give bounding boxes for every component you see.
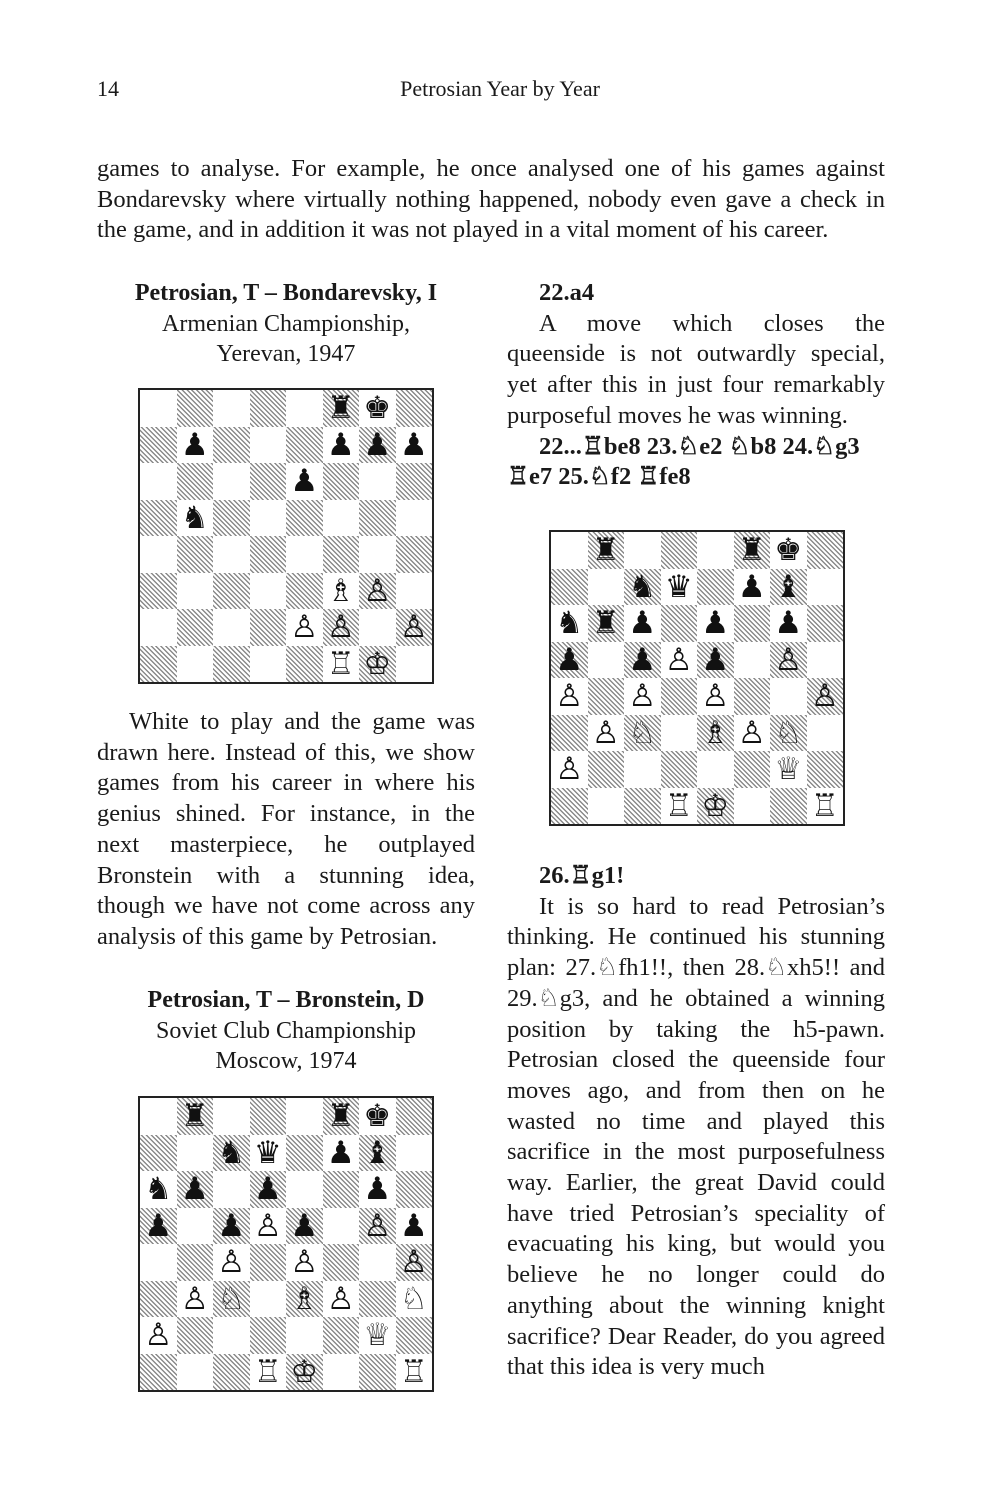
dark-square bbox=[213, 1354, 250, 1391]
dark-square bbox=[359, 500, 396, 537]
dark-square bbox=[551, 788, 588, 825]
dark-square bbox=[396, 1171, 433, 1208]
dark-square bbox=[140, 646, 177, 683]
light-square bbox=[140, 1098, 177, 1135]
dark-square bbox=[213, 646, 250, 683]
black-rook-icon: ♜ bbox=[591, 532, 620, 568]
dark-square bbox=[177, 536, 214, 573]
light-square bbox=[588, 569, 625, 606]
running-title: Petrosian Year by Year bbox=[400, 76, 600, 101]
light-square bbox=[396, 500, 433, 537]
black-pawn-icon: ♟ bbox=[399, 1207, 428, 1244]
white-rook-icon: ♖ bbox=[326, 645, 355, 682]
light-square bbox=[323, 1208, 360, 1245]
dark-square bbox=[250, 390, 287, 427]
white-pawn-icon: ♙ bbox=[664, 641, 693, 678]
white-pawn-icon: ♙ bbox=[144, 1317, 173, 1353]
black-bishop-icon: ♝ bbox=[363, 1134, 392, 1171]
dark-square bbox=[140, 573, 177, 610]
light-square bbox=[213, 463, 250, 500]
white-bishop-icon: ♗ bbox=[701, 714, 730, 751]
dark-square bbox=[396, 1317, 433, 1354]
black-pawn-icon: ♟ bbox=[363, 1171, 392, 1207]
light-square bbox=[286, 1171, 323, 1208]
white-knight-icon: ♘ bbox=[399, 1280, 428, 1317]
white-queen-icon: ♕ bbox=[774, 751, 803, 787]
light-square bbox=[807, 569, 844, 606]
black-pawn-icon: ♟ bbox=[290, 1207, 319, 1244]
white-pawn-icon: ♙ bbox=[363, 1207, 392, 1244]
dark-square bbox=[323, 1317, 360, 1354]
light-square bbox=[734, 788, 771, 825]
white-bishop-icon: ♗ bbox=[326, 572, 355, 609]
black-rook-icon: ♜ bbox=[591, 605, 620, 641]
light-square bbox=[697, 751, 734, 788]
game-event: Armenian Championship, bbox=[162, 310, 410, 337]
black-rook-icon: ♜ bbox=[326, 1098, 355, 1134]
dark-square bbox=[770, 788, 807, 825]
light-square bbox=[807, 715, 844, 752]
white-pawn-icon: ♙ bbox=[591, 714, 620, 751]
light-square bbox=[396, 1135, 433, 1172]
dark-square bbox=[661, 751, 698, 788]
light-square bbox=[213, 390, 250, 427]
black-king-icon: ♚ bbox=[774, 532, 803, 568]
dark-square bbox=[588, 751, 625, 788]
dark-square bbox=[286, 1135, 323, 1172]
white-pawn-icon: ♙ bbox=[326, 1280, 355, 1317]
black-pawn-icon: ♟ bbox=[628, 605, 657, 641]
light-square bbox=[213, 1317, 250, 1354]
black-king-icon: ♚ bbox=[363, 1098, 392, 1134]
black-pawn-icon: ♟ bbox=[363, 426, 392, 463]
dark-square bbox=[286, 427, 323, 464]
light-square bbox=[140, 390, 177, 427]
dark-square bbox=[140, 427, 177, 464]
light-square bbox=[697, 532, 734, 569]
dark-square bbox=[661, 605, 698, 642]
white-knight-icon: ♘ bbox=[217, 1280, 246, 1317]
black-pawn-icon: ♟ bbox=[180, 426, 209, 463]
dark-square bbox=[661, 678, 698, 715]
light-square bbox=[177, 573, 214, 610]
white-pawn-icon: ♙ bbox=[217, 1244, 246, 1280]
light-square bbox=[588, 788, 625, 825]
white-pawn-icon: ♙ bbox=[774, 641, 803, 678]
chess-diagram-3 bbox=[138, 1096, 434, 1392]
white-pawn-icon: ♙ bbox=[363, 572, 392, 609]
dark-square bbox=[140, 500, 177, 537]
light-square bbox=[359, 463, 396, 500]
light-square bbox=[140, 1244, 177, 1281]
dark-square bbox=[323, 1244, 360, 1281]
dark-square bbox=[359, 1354, 396, 1391]
dark-square bbox=[396, 390, 433, 427]
light-square bbox=[250, 646, 287, 683]
white-queen-icon: ♕ bbox=[363, 1317, 392, 1353]
dark-square bbox=[551, 569, 588, 606]
dark-square bbox=[177, 609, 214, 646]
white-pawn-icon: ♙ bbox=[253, 1207, 282, 1244]
move-heading: 26.♖g1! bbox=[539, 862, 625, 889]
light-square bbox=[250, 427, 287, 464]
light-square bbox=[286, 1098, 323, 1135]
light-square bbox=[177, 1354, 214, 1391]
dark-square bbox=[213, 573, 250, 610]
light-square bbox=[661, 715, 698, 752]
black-queen-icon: ♛ bbox=[664, 568, 693, 605]
light-square bbox=[213, 1171, 250, 1208]
dark-square bbox=[286, 500, 323, 537]
white-knight-icon: ♘ bbox=[628, 714, 657, 751]
dark-square bbox=[250, 463, 287, 500]
move-comment: A move which closes the queenside is not outwardly special, yet after this in just four remarkably purposeful moves he was winning. bbox=[507, 309, 885, 429]
white-pawn-icon: ♙ bbox=[737, 714, 766, 751]
dark-square bbox=[250, 1317, 287, 1354]
diagram-caption-paragraph: White to play and the game was drawn here. Instead of this, we show games from his career in where his genius shined. For instance, in the next masterpiece, he outplayed Bronstein with a stunning idea, though we have not come across any analysis of this game by Petrosian. bbox=[97, 708, 475, 950]
black-knight-icon: ♞ bbox=[555, 605, 584, 641]
dark-square bbox=[697, 569, 734, 606]
light-square bbox=[734, 642, 771, 679]
dark-square bbox=[396, 536, 433, 573]
dark-square bbox=[140, 1354, 177, 1391]
black-pawn-icon: ♟ bbox=[144, 1207, 173, 1244]
light-square bbox=[177, 1208, 214, 1245]
black-rook-icon: ♜ bbox=[326, 390, 355, 426]
black-pawn-icon: ♟ bbox=[326, 426, 355, 463]
white-pawn-icon: ♙ bbox=[180, 1280, 209, 1317]
dark-square bbox=[250, 609, 287, 646]
chess-diagram-1 bbox=[138, 388, 434, 684]
game-place: Moscow, 1974 bbox=[215, 1048, 357, 1074]
white-rook-icon: ♖ bbox=[399, 1353, 428, 1390]
light-square bbox=[286, 536, 323, 573]
light-square bbox=[551, 532, 588, 569]
dark-square bbox=[807, 751, 844, 788]
black-rook-icon: ♜ bbox=[737, 532, 766, 568]
black-pawn-icon: ♟ bbox=[701, 641, 730, 678]
dark-square bbox=[213, 427, 250, 464]
light-square bbox=[359, 536, 396, 573]
white-pawn-icon: ♙ bbox=[399, 609, 428, 645]
dark-square bbox=[359, 1281, 396, 1318]
dark-square bbox=[323, 463, 360, 500]
white-king-icon: ♔ bbox=[290, 1353, 319, 1390]
white-king-icon: ♔ bbox=[363, 645, 392, 682]
light-square bbox=[140, 609, 177, 646]
black-knight-icon: ♞ bbox=[217, 1134, 246, 1171]
black-pawn-icon: ♟ bbox=[399, 426, 428, 463]
light-square bbox=[396, 573, 433, 610]
white-rook-icon: ♖ bbox=[253, 1353, 282, 1390]
black-pawn-icon: ♟ bbox=[774, 605, 803, 641]
white-pawn-icon: ♙ bbox=[555, 678, 584, 714]
dark-square bbox=[140, 1135, 177, 1172]
black-queen-icon: ♛ bbox=[253, 1134, 282, 1171]
black-bishop-icon: ♝ bbox=[774, 568, 803, 605]
light-square bbox=[323, 500, 360, 537]
game-place: Yerevan, 1947 bbox=[216, 341, 356, 367]
dark-square bbox=[551, 715, 588, 752]
dark-square bbox=[286, 573, 323, 610]
dark-square bbox=[250, 1244, 287, 1281]
white-knight-icon: ♘ bbox=[774, 714, 803, 751]
dark-square bbox=[588, 678, 625, 715]
white-pawn-icon: ♙ bbox=[628, 678, 657, 714]
game-players: Petrosian, T – Bondarevsky, I bbox=[134, 280, 438, 306]
chess-diagram-2 bbox=[549, 530, 845, 826]
dark-square bbox=[734, 678, 771, 715]
light-square bbox=[624, 751, 661, 788]
white-pawn-icon: ♙ bbox=[290, 609, 319, 645]
dark-square bbox=[734, 605, 771, 642]
light-square bbox=[213, 609, 250, 646]
white-pawn-icon: ♙ bbox=[555, 751, 584, 787]
dark-square bbox=[734, 751, 771, 788]
light-square bbox=[250, 1281, 287, 1318]
black-knight-icon: ♞ bbox=[144, 1171, 173, 1207]
light-square bbox=[323, 1354, 360, 1391]
light-square bbox=[286, 390, 323, 427]
black-pawn-icon: ♟ bbox=[290, 463, 319, 499]
dark-square bbox=[323, 1171, 360, 1208]
black-rook-icon: ♜ bbox=[180, 1098, 209, 1134]
black-knight-icon: ♞ bbox=[628, 568, 657, 605]
dark-square bbox=[250, 1098, 287, 1135]
move-comment: It is so hard to read Petrosian’s thinking. He continued his stunning plan: 27.♘fh1!!, then 28.♘xh5!! and 29.♘g3, and he obtained a winning position by taking the h5-pawn. Petrosian closed the queenside four moves ago, and from then on he wasted no time and played this sacrifice in the most purposefulness way. Earlier, the great David could have tried Petrosian’s speciality of evacuating his king, but would you believe he no longer could do anything about the winning knight sacrifice? Dear Reader, do you agreed that this idea is very much bbox=[507, 892, 885, 1381]
game-event: Soviet Club Championship bbox=[155, 1017, 416, 1044]
black-pawn-icon: ♟ bbox=[555, 641, 584, 678]
black-pawn-icon: ♟ bbox=[628, 641, 657, 678]
black-pawn-icon: ♟ bbox=[737, 568, 766, 605]
dark-square bbox=[250, 536, 287, 573]
white-king-icon: ♔ bbox=[701, 787, 730, 824]
dark-square bbox=[177, 1317, 214, 1354]
move-heading: 22.a4 bbox=[539, 279, 595, 306]
dark-square bbox=[396, 463, 433, 500]
dark-square bbox=[396, 1098, 433, 1135]
white-bishop-icon: ♗ bbox=[290, 1280, 319, 1317]
light-square bbox=[140, 536, 177, 573]
light-square bbox=[588, 642, 625, 679]
light-square bbox=[396, 646, 433, 683]
white-rook-icon: ♖ bbox=[664, 787, 693, 824]
white-pawn-icon: ♙ bbox=[326, 609, 355, 645]
light-square bbox=[177, 646, 214, 683]
dark-square bbox=[177, 463, 214, 500]
white-pawn-icon: ♙ bbox=[290, 1244, 319, 1280]
white-rook-icon: ♖ bbox=[810, 787, 839, 824]
black-pawn-icon: ♟ bbox=[180, 1171, 209, 1207]
dark-square bbox=[213, 500, 250, 537]
white-pawn-icon: ♙ bbox=[399, 1244, 428, 1280]
white-pawn-icon: ♙ bbox=[701, 678, 730, 714]
light-square bbox=[359, 1244, 396, 1281]
dark-square bbox=[177, 390, 214, 427]
dark-square bbox=[624, 788, 661, 825]
black-pawn-icon: ♟ bbox=[326, 1134, 355, 1171]
dark-square bbox=[140, 1281, 177, 1318]
light-square bbox=[770, 678, 807, 715]
dark-square bbox=[807, 532, 844, 569]
white-pawn-icon: ♙ bbox=[810, 678, 839, 714]
game-players: Petrosian, T – Bronstein, D bbox=[147, 987, 425, 1013]
black-king-icon: ♚ bbox=[363, 390, 392, 426]
light-square bbox=[140, 463, 177, 500]
black-knight-icon: ♞ bbox=[180, 499, 209, 536]
page-number: 14 bbox=[97, 76, 119, 101]
game-heading-2 bbox=[97, 985, 475, 1077]
light-square bbox=[250, 573, 287, 610]
move-sequence: 22...♖be8 23.♘e2 ♘b8 24.♘g3 ♖e7 25.♘f2 ♖fe8 bbox=[507, 432, 860, 491]
light-square bbox=[624, 532, 661, 569]
dark-square bbox=[807, 605, 844, 642]
black-pawn-icon: ♟ bbox=[217, 1207, 246, 1244]
light-square bbox=[177, 1135, 214, 1172]
light-square bbox=[286, 1317, 323, 1354]
light-square bbox=[213, 1098, 250, 1135]
game-heading-1 bbox=[97, 278, 475, 370]
dark-square bbox=[661, 532, 698, 569]
light-square bbox=[213, 536, 250, 573]
black-pawn-icon: ♟ bbox=[701, 605, 730, 641]
black-undefined-icon bbox=[807, 642, 844, 679]
dark-square bbox=[177, 1244, 214, 1281]
black-pawn-icon: ♟ bbox=[253, 1171, 282, 1207]
light-square bbox=[359, 609, 396, 646]
intro-paragraph: games to analyse. For example, he once analysed one of his games against Bondarevsky where virtually nothing happened, nobody even gave a check in the game, and in addition it was not played in a vital moment of his career. bbox=[97, 155, 885, 244]
dark-square bbox=[323, 536, 360, 573]
dark-square bbox=[286, 646, 323, 683]
light-square bbox=[250, 500, 287, 537]
